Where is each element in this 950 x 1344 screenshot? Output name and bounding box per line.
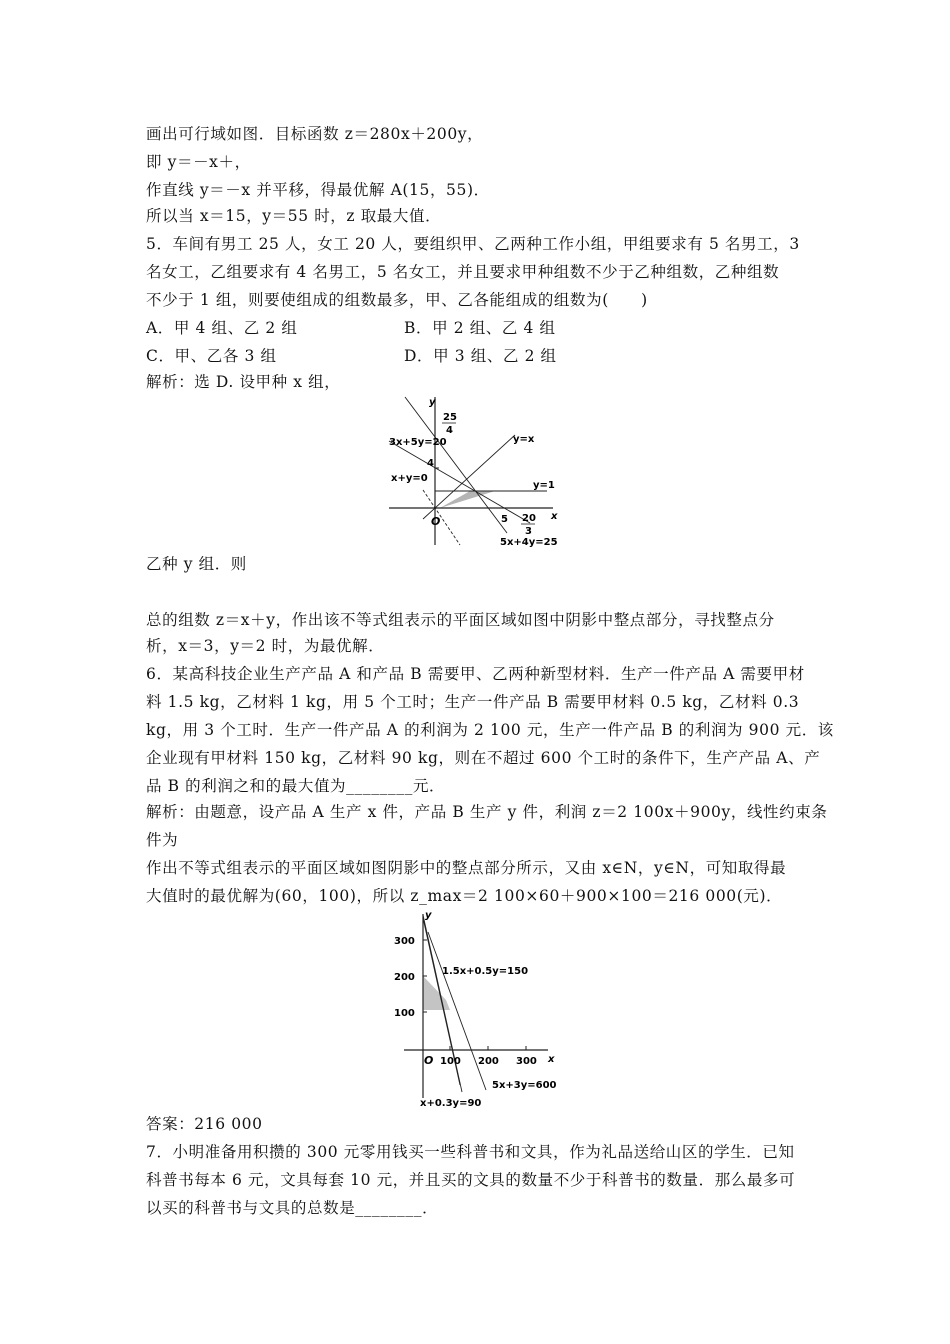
x-tick-label: 3 bbox=[525, 526, 532, 537]
y-tick-label: 100 bbox=[394, 1008, 415, 1019]
option-c: C．甲、乙各 3 组 bbox=[146, 347, 277, 365]
solution-5: 析，x＝3，y＝2 时，为最优解． bbox=[146, 637, 385, 655]
question-7: 以买的科普书与文具的总数是________． bbox=[146, 1199, 439, 1217]
x-tick-label: 200 bbox=[478, 1056, 499, 1067]
question-5: 名女工，乙组要求有 4 名男工，5 名女工，并且要求甲种组数不少于乙种组数，乙种组数 bbox=[146, 263, 780, 281]
origin-label: O bbox=[431, 515, 441, 528]
y-tick-label: 300 bbox=[394, 936, 415, 947]
line-label: x+0.3y=90 bbox=[420, 1098, 482, 1109]
text-line: 即 y＝－x＋， bbox=[146, 153, 251, 171]
line-label: 5x+4y=25 bbox=[500, 537, 558, 548]
question-6: 企业现有甲材料 150 kg，乙材料 90 kg，则在不超过 600 个工时的条件下，生产产品 A、产 bbox=[146, 749, 821, 767]
y-tick-label: 200 bbox=[394, 972, 415, 983]
solution-6: 解析：由题意，设产品 A 生产 x 件，产品 B 生产 y 件，利润 z＝2 100x＋900y，线性约束条 bbox=[146, 803, 828, 821]
x-tick-label: 5 bbox=[501, 514, 508, 525]
y-axis-label: y bbox=[425, 910, 432, 921]
line-label: x+y=0 bbox=[391, 473, 428, 484]
question-6: 品 B 的利润之和的最大值为________元． bbox=[146, 777, 446, 795]
x-tick-label: 100 bbox=[440, 1056, 461, 1067]
question-5: 不少于 1 组，则要使组成的组数最多，甲、乙各能组成的组数为( ) bbox=[146, 291, 648, 309]
text-line: 所以当 x＝15，y＝55 时，z 取最大值． bbox=[146, 207, 442, 225]
question-5: 5．车间有男工 25 人，女工 20 人，要组织甲、乙两种工作小组，甲组要求有 5 名男工，3 bbox=[146, 235, 800, 253]
line-label: 3x+5y=20 bbox=[389, 437, 447, 448]
x-axis-label: x bbox=[551, 511, 558, 522]
text-line: 画出可行域如图．目标函数 z＝280x＋200y， bbox=[146, 125, 484, 143]
solution-5: 总的组数 z＝x＋y，作出该不等式组表示的平面区域如图中阴影中整点部分，寻找整点分 bbox=[146, 611, 775, 629]
option-d: D．甲 3 组、乙 2 组 bbox=[404, 347, 557, 365]
solution-6: 作出不等式组表示的平面区域如图阴影中的整点部分所示，又由 x∈N，y∈N，可知取得最 bbox=[146, 859, 787, 877]
option-a: A．甲 4 组、乙 2 组 bbox=[146, 319, 298, 337]
option-b: B．甲 2 组、乙 4 组 bbox=[404, 319, 556, 337]
x-axis-label: x bbox=[548, 1054, 555, 1065]
line-label: 1.5x+0.5y=150 bbox=[442, 966, 529, 977]
feasible-region-figure-2 bbox=[390, 910, 565, 1110]
y-tick-label: 25 bbox=[443, 412, 457, 423]
question-6: kg，用 3 个工时．生产一件产品 A 的利润为 2 100 元，生产一件产品 B 的利润为 900 元．该 bbox=[146, 721, 834, 739]
line-label: 5x+3y=600 bbox=[492, 1080, 557, 1091]
line-label: y=x bbox=[513, 434, 535, 445]
y-axis-label: y bbox=[429, 397, 436, 408]
solution-5: 乙种 y 组．则 bbox=[146, 555, 247, 573]
solution-6: 件为 bbox=[146, 831, 179, 849]
y-tick-label: 4 bbox=[427, 458, 434, 469]
solution-6: 大值时的最优解为(60，100)，所以 z_max＝2 100×60＋900×100＝216 000(元)． bbox=[146, 887, 783, 905]
question-6: 6．某高科技企业生产产品 A 和产品 B 需要甲、乙两种新型材料．生产一件产品 A 需要甲材 bbox=[146, 665, 805, 683]
x-tick-label: 20 bbox=[522, 513, 536, 524]
origin-label: O bbox=[424, 1054, 434, 1067]
solution-5: 解析：选 D. 设甲种 x 组， bbox=[146, 373, 341, 391]
question-6: 料 1.5 kg，乙材料 1 kg，用 5 个工时；生产一件产品 B 需要甲材料 0.5 kg，乙材料 0.3 bbox=[146, 693, 800, 711]
question-7: 科普书每本 6 元，文具每套 10 元，并且买的文具的数量不少于科普书的数量．那么最多可 bbox=[146, 1171, 796, 1189]
y-tick-label: 4 bbox=[446, 425, 453, 436]
answer-6: 答案：216 000 bbox=[146, 1115, 263, 1133]
line-x-plus-y-0 bbox=[423, 490, 460, 545]
text-line: 作直线 y＝－x 并平移，得最优解 A(15，55)． bbox=[146, 181, 490, 199]
feasible-region-figure-1 bbox=[385, 395, 585, 550]
x-tick-label: 300 bbox=[516, 1056, 537, 1067]
question-7: 7．小明准备用积攒的 300 元零用钱买一些科普书和文具，作为礼品送给山区的学生．已知 bbox=[146, 1143, 795, 1161]
line-label: y=1 bbox=[533, 480, 555, 491]
